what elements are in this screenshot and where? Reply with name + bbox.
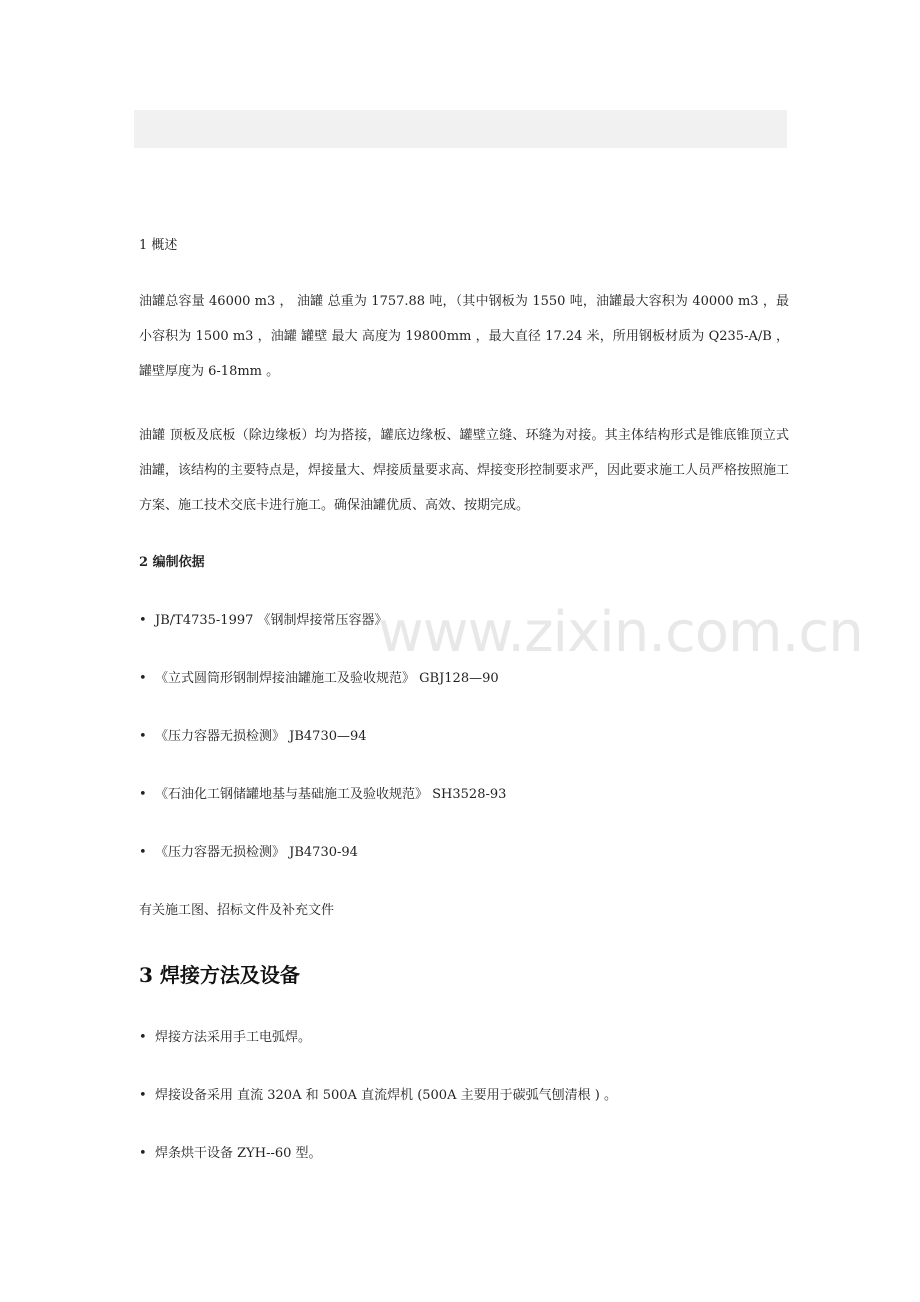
reference-item-text: 《立式圆筒形钢制焊接油罐施工及验收规范》 GBJ128—90 [155,671,499,686]
header-bar [134,110,787,148]
reference-item [139,728,367,746]
bullet-icon: • [139,729,147,744]
reference-item-text: 《压力容器无损检测》 JB4730-94 [155,845,358,860]
welding-item [139,1145,322,1163]
section-1-heading: 1 概述 [139,238,178,253]
section-2-note: 有关施工图、招标文件及补充文件 [139,903,335,918]
reference-item-text: JB/T4735-1997 《钢制焊接常压容器》 [155,613,388,628]
bullet-icon: • [139,613,147,628]
reference-item [139,844,358,862]
reference-item-text: 《石油化工钢储罐地基与基础施工及验收规范》 SH3528-93 [155,787,507,802]
bullet-icon: • [139,1146,147,1161]
bullet-icon: • [139,1088,147,1103]
welding-item-text: 焊接设备采用 直流 320A 和 500A 直流焊机 (500A 主要用于碳弧气刨清根 ) 。 [155,1088,617,1103]
welding-item [139,1029,311,1047]
welding-item-text: 焊接方法采用手工电弧焊。 [155,1030,312,1045]
reference-item-text: 《压力容器无损检测》 JB4730—94 [155,729,367,744]
bullet-icon: • [139,845,147,860]
section-2-heading: 2 编制依据 [139,555,205,570]
reference-item [139,670,499,688]
bullet-icon: • [139,1030,147,1045]
reference-item [139,612,388,630]
welding-item-text: 焊条烘干设备 ZYH--60 型。 [155,1146,322,1161]
bullet-icon: • [139,671,147,686]
section-1-paragraph-2: 油罐 顶板及底板（除边缘板）均为搭接，罐底边缘板、罐壁立缝、环缝为对接。其主体结构形式是锥底锥顶立式油罐，该结构的主要特点是，焊接量大、焊接质量要求高、焊接变形控制要求严，因此要求施工人员严格按照施工方案、施工技术交底卡进行施工。确保油罐优质、高效、按期完成。 [139,428,790,513]
watermark: www.zixin.com.cn [378,600,863,665]
section-3-heading: 3 焊接方法及设备 [139,963,300,987]
section-1-paragraph-1: 油罐总容量 46000 m3 ， 油罐 总重为 1757.88 吨，（其中钢板为 1550 吨，油罐最大容积为 40000 m3 ，最小容积为 1500 m3 ，油罐 罐壁 最大 高度为 19800mm ，最大直径 17.24 米，所用钢板材质为 Q235-A/B ，罐壁厚度为 6-18mm 。 [139,294,789,379]
welding-item [139,1087,617,1105]
reference-item [139,786,506,804]
bullet-icon: • [139,787,147,802]
